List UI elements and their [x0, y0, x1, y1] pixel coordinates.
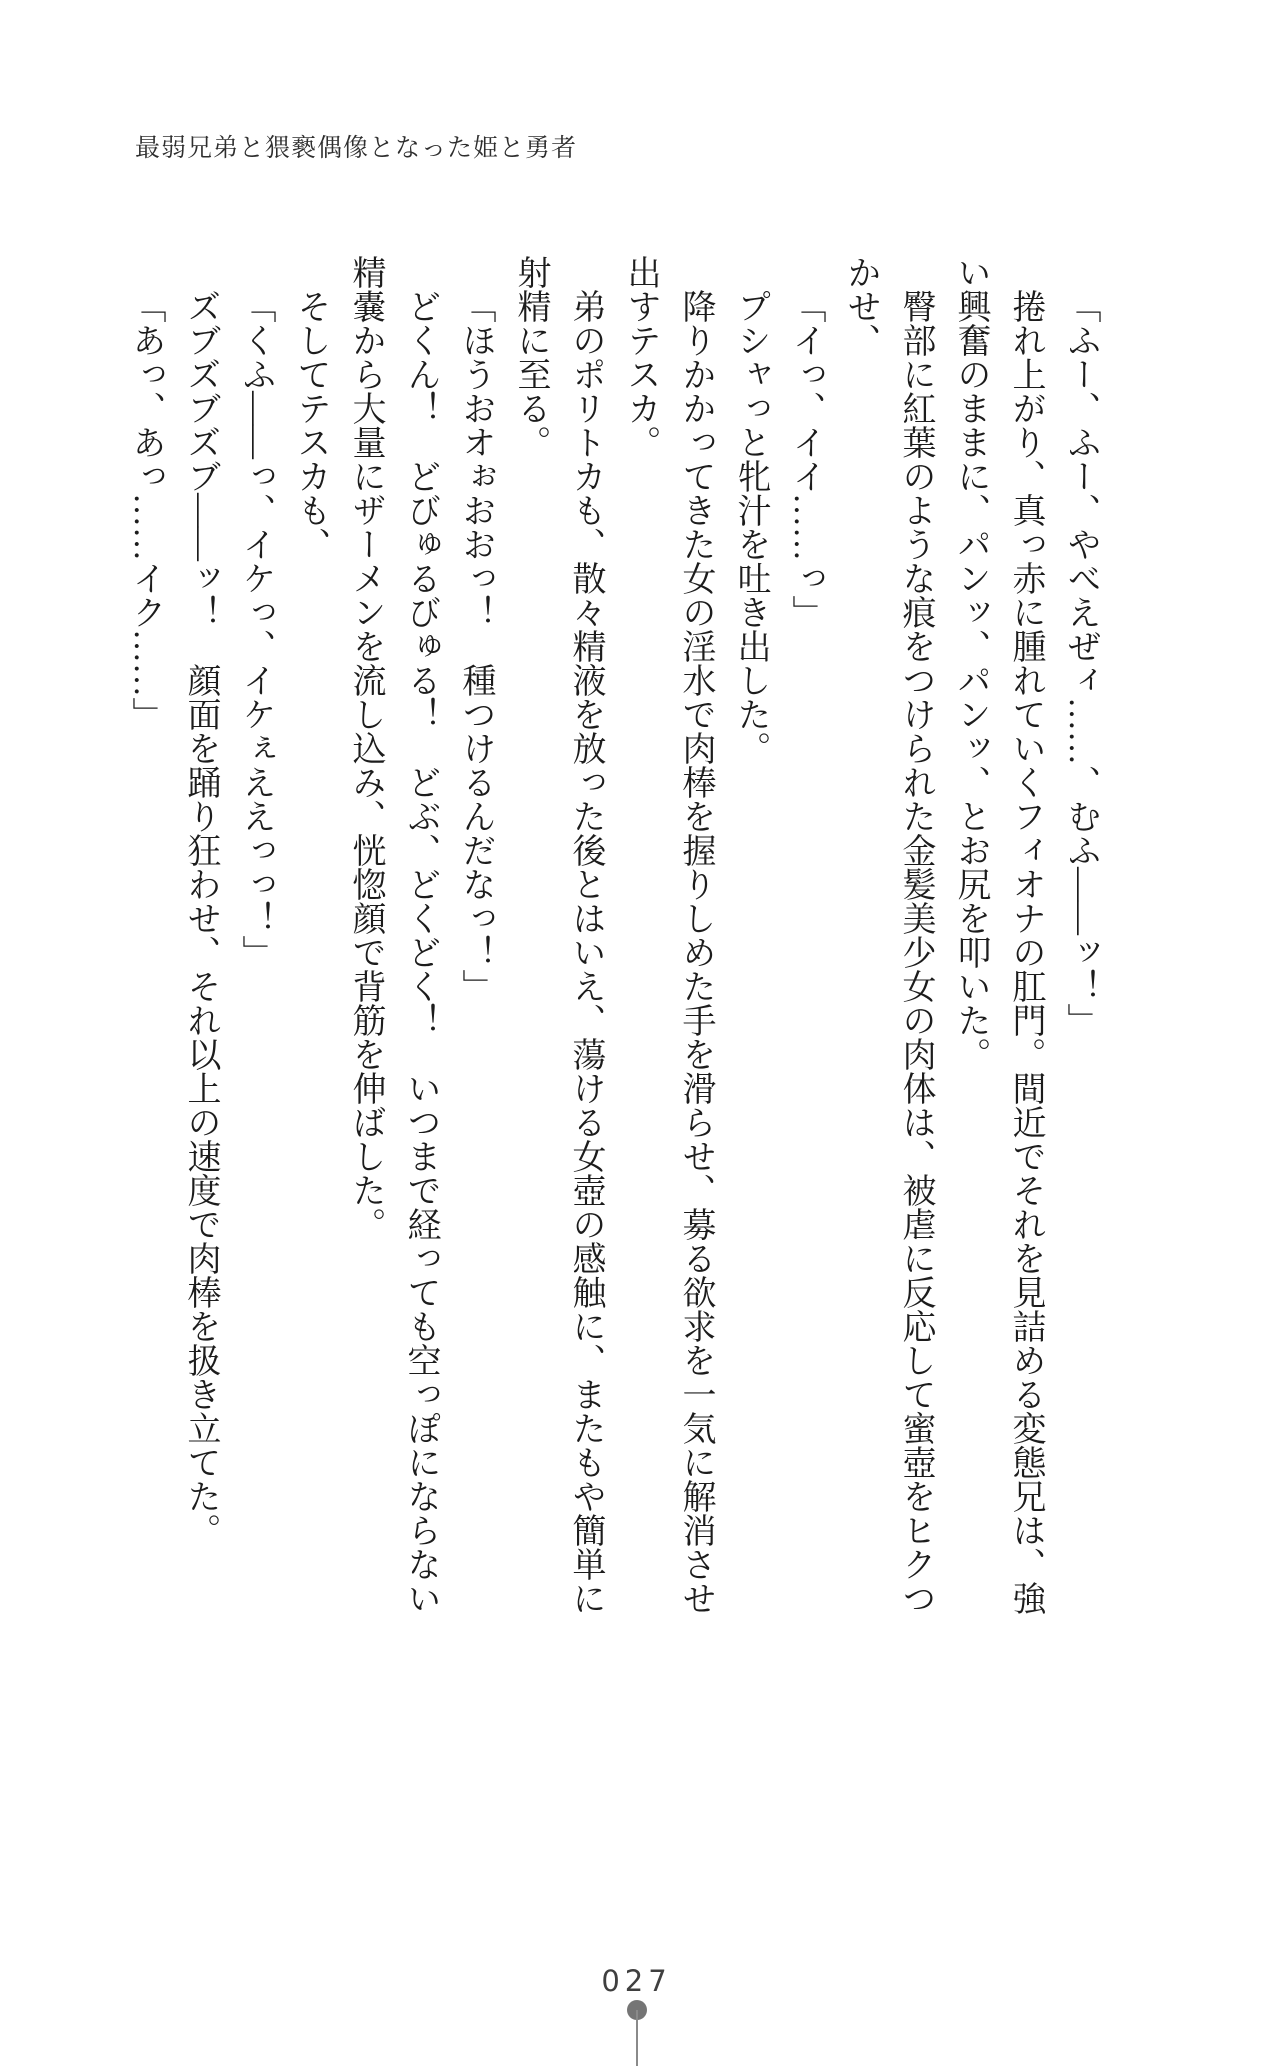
paragraph: 「ほうおオぉおおっ！ 種つけるんだなっ！」 [457, 289, 494, 1003]
paragraph: 「あっ、あっ……イク……」 [127, 289, 164, 731]
paragraph: 「くふ――っ、イケっ、イケぇええっっ！」 [237, 289, 274, 969]
paragraph: ズブズブズブ――ッ！ 顔面を踊り狂わせ、それ以上の速度で肉棒を扱き立てた。 [182, 289, 219, 1547]
vertical-text-block [108, 255, 1108, 1635]
paragraph: 臀部に紅葉のような痕をつけられた金髪美少女の肉体は、被虐に反応して蜜壺をヒクつかせ、 [842, 255, 934, 1615]
page-number: 027 [601, 1964, 672, 1998]
paragraph: 「イっ、イイ……っ」 [787, 289, 824, 629]
paragraph: 降りかかってきた女の淫水で肉棒を握りしめた手を滑らせ、募る欲求を一気に解消させ出すテスカ。 [622, 255, 714, 1615]
paragraph: 捲れ上がり、真っ赤に腫れていくフィオナの肛門。間近でそれを見詰める変態兄は、強い興奮のままに、パンッ、パンッ、とお尻を叩いた。 [952, 255, 1044, 1615]
paragraph: 弟のポリトカも、散々精液を放った後とはいえ、蕩ける女壺の感触に、またもや簡単に射精に至る。 [512, 255, 604, 1615]
paragraph: そしてテスカも、 [292, 289, 329, 561]
page-marker-line [636, 2010, 638, 2066]
paragraph: プシャっと牝汁を吐き出した。 [732, 289, 769, 765]
running-head-title: 最弱兄弟と猥褻偶像となった姫と勇者 [135, 135, 578, 162]
paragraph: どくん！ どびゅるびゅる！ どぶ、どくどく！ いつまで経っても空っぽにならない精嚢から大量にザーメンを流し込み、恍惚顔で背筋を伸ばした。 [347, 255, 439, 1615]
paragraph: 「ふー、ふー、やべえぜィ……、むふ――ッ！」 [1062, 289, 1099, 1037]
